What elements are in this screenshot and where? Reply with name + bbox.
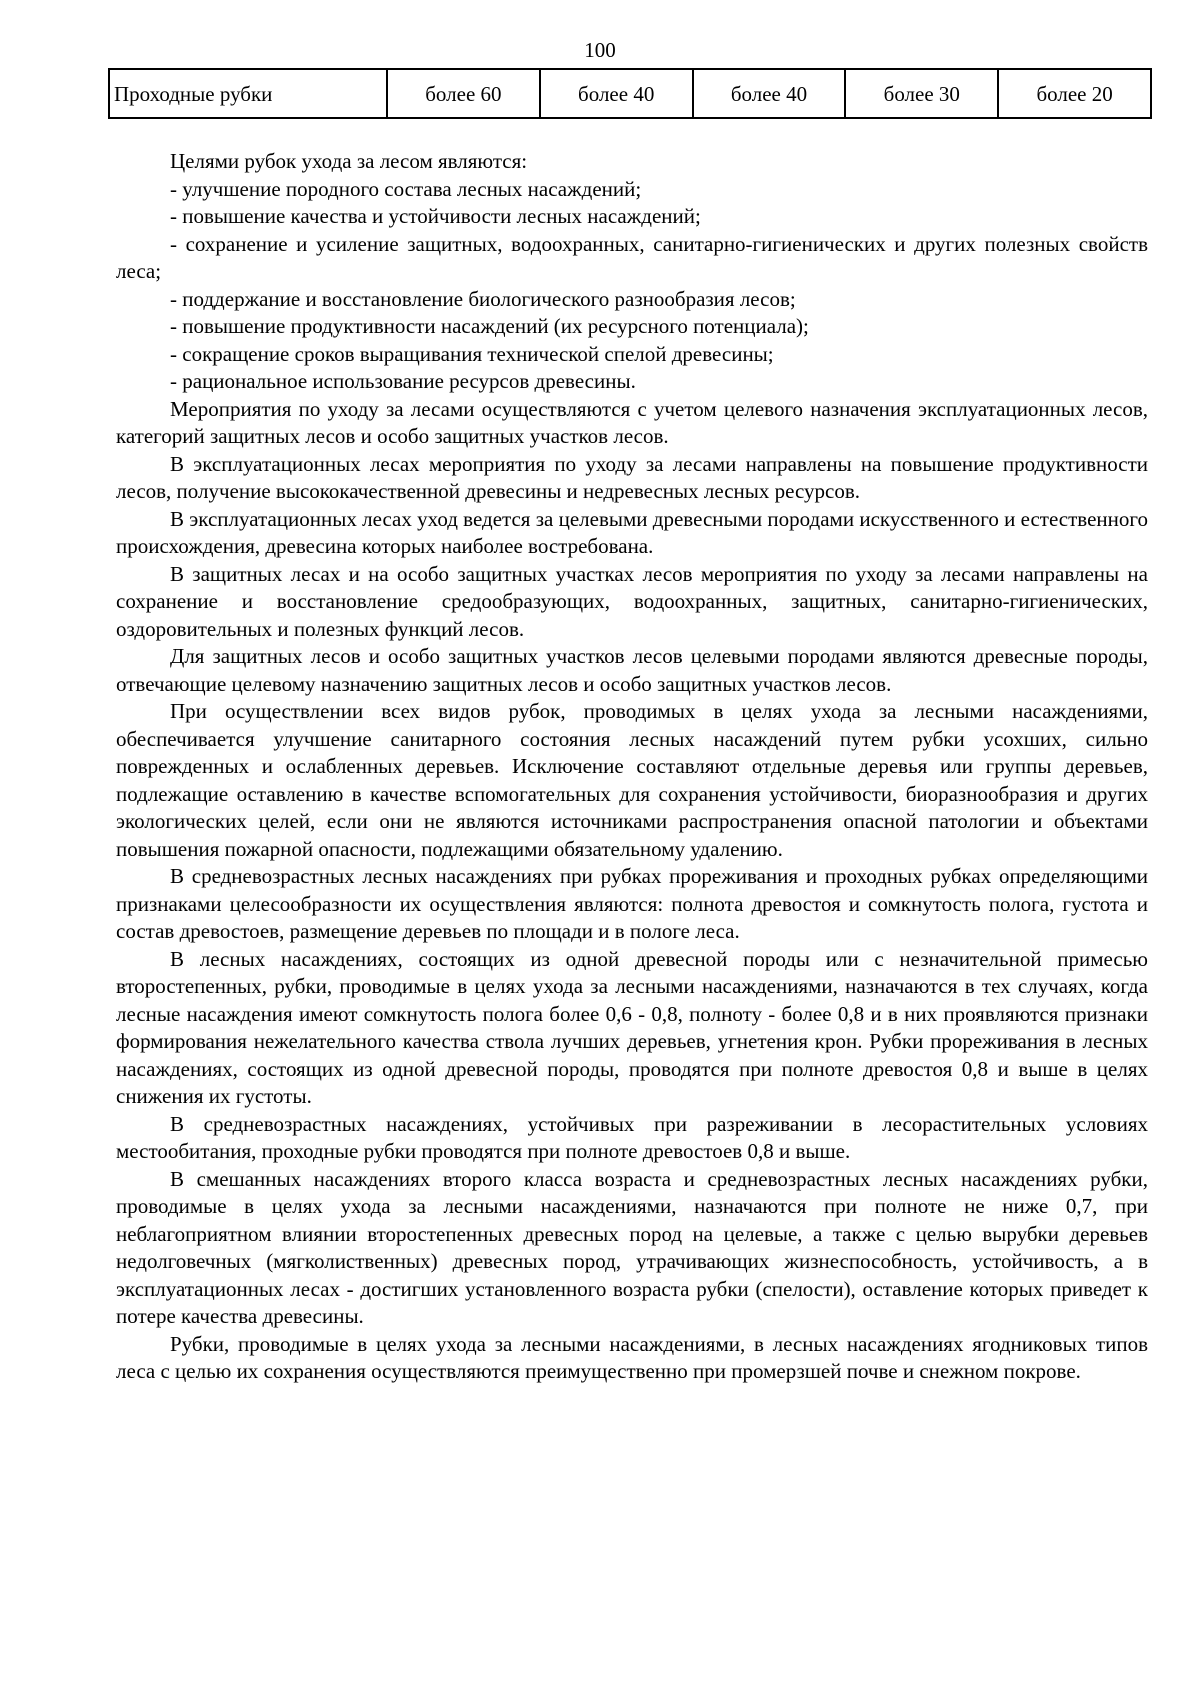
paragraph: При осуществлении всех видов рубок, проводимых в целях ухода за лесными насаждениями, обеспечивается улучшение санитарного состояния лесных насаждений путем рубки усохших, сильно поврежденных и ослабленных деревьев. Исключение составляют отдельные деревья или группы деревьев, подлежащие оставлению в качестве вспомогательных для сохранения устойчивости, биоразнообразия и других экологических целей, если они не являются источниками распространения опасной патологии и объектами повышения пожарной опасности, подлежащими обязательному удалению. xyxy=(116,699,1148,861)
paragraph: Для защитных лесов и особо защитных участков лесов целевыми породами являются древесные породы, отвечающие целевому назначению защитных лесов и особо защитных участков лесов. xyxy=(116,644,1148,696)
list-item: - повышение качества и устойчивости лесных насаждений; xyxy=(170,204,701,228)
table-cell: более 40 xyxy=(693,69,846,118)
list-item: - сохранение и усиление защитных, водоохранных, санитарно-гигиенических и других полезных свойств леса; xyxy=(116,231,1148,283)
paragraph: В эксплуатационных лесах мероприятия по уходу за лесами направлены на повышение продуктивности лесов, получение высококачественной древесины и недревесных лесных ресурсов. xyxy=(116,451,1148,503)
list-item: - улучшение породного состава лесных насаждений; xyxy=(170,176,642,201)
body-text xyxy=(116,148,1148,1386)
paragraph: В смешанных насаждениях второго класса возраста и средневозрастных лесных насаждениях рубки, проводимые в целях ухода за лесными насаждениями, назначаются при полноте не ниже 0,7, при неблагоприятном влиянии второстепенных древесных пород на целевые, а также с целью вырубки деревьев недолговечных (мягколиственных) древесных пород, утрачивающих жизнеспособность, устойчивость, а в эксплуатационных лесах - достигших установленного возраста рубки (спелости), оставление которых приведет к потере качества древесины. xyxy=(116,1166,1148,1328)
table-cell: более 60 xyxy=(387,69,540,118)
paragraph: Рубки, проводимые в целях ухода за лесными насаждениями, в лесных насаждениях ягодниковых типов леса с целью их сохранения осуществляются преимущественно при промерзшей почве и снежном покрове. xyxy=(116,1331,1148,1383)
paragraph: В лесных насаждениях, состоящих из одной древесной породы или с незначительной примесью второстепенных, рубки, проводимые в целях ухода за лесными насаждениями, назначаются в тех случаях, когда лесные насаждения имеют сомкнутость полога более 0,6 - 0,8, полноту - более 0,8 и в них проявляются признаки формирования нежелательного качества ствола лучших деревьев, угнетения крон. Рубки прореживания в лесных насаждениях, состоящих из одной древесной породы, проводятся при полноте древостоя 0,8 и выше в целях снижения их густоты. xyxy=(116,946,1148,1108)
thinning-table xyxy=(108,68,1152,119)
table-cell: более 30 xyxy=(845,69,998,118)
paragraph: В эксплуатационных лесах уход ведется за целевыми древесными породами искусственного и естественного происхождения, древесина которых наиболее востребована. xyxy=(116,506,1148,558)
table-cell: более 20 xyxy=(998,69,1151,118)
paragraph: Мероприятия по уходу за лесами осуществляются с учетом целевого назначения эксплуатационных лесов, категорий защитных лесов и особо защитных участков лесов. xyxy=(116,396,1148,448)
list-item: - сокращение сроков выращивания технической спелой древесины; xyxy=(170,341,774,366)
paragraph: В средневозрастных лесных насаждениях при рубках прореживания и проходных рубках определяющими признаками целесообразности их осуществления являются: полнота древостоя и сомкнутость полога, густота и состав древостоев, размещение деревьев по площади и в пологе леса. xyxy=(116,864,1148,943)
paragraph: Целями рубок ухода за лесом являются: xyxy=(170,149,528,173)
table-cell: более 40 xyxy=(540,69,693,118)
list-item: - повышение продуктивности насаждений (их ресурсного потенциала); xyxy=(170,314,809,338)
paragraph: В защитных лесах и на особо защитных участках лесов мероприятия по уходу за лесами направлены на сохранение и восстановление средообразующих, водоохранных, защитных, санитарно-гигиенических, оздоровительных и полезных функций лесов. xyxy=(116,561,1148,641)
page-number: 100 xyxy=(584,38,616,62)
list-item: - рациональное использование ресурсов древесины. xyxy=(170,369,636,393)
table-cell-type: Проходные рубки xyxy=(109,69,387,118)
table-row xyxy=(109,69,1151,118)
list-item: - поддержание и восстановление биологического разнообразия лесов; xyxy=(170,286,796,311)
paragraph: В средневозрастных насаждениях, устойчивых при разреживании в лесорастительных условиях местообитания, проходные рубки проводятся при полноте древостоев 0,8 и выше. xyxy=(116,1111,1148,1163)
